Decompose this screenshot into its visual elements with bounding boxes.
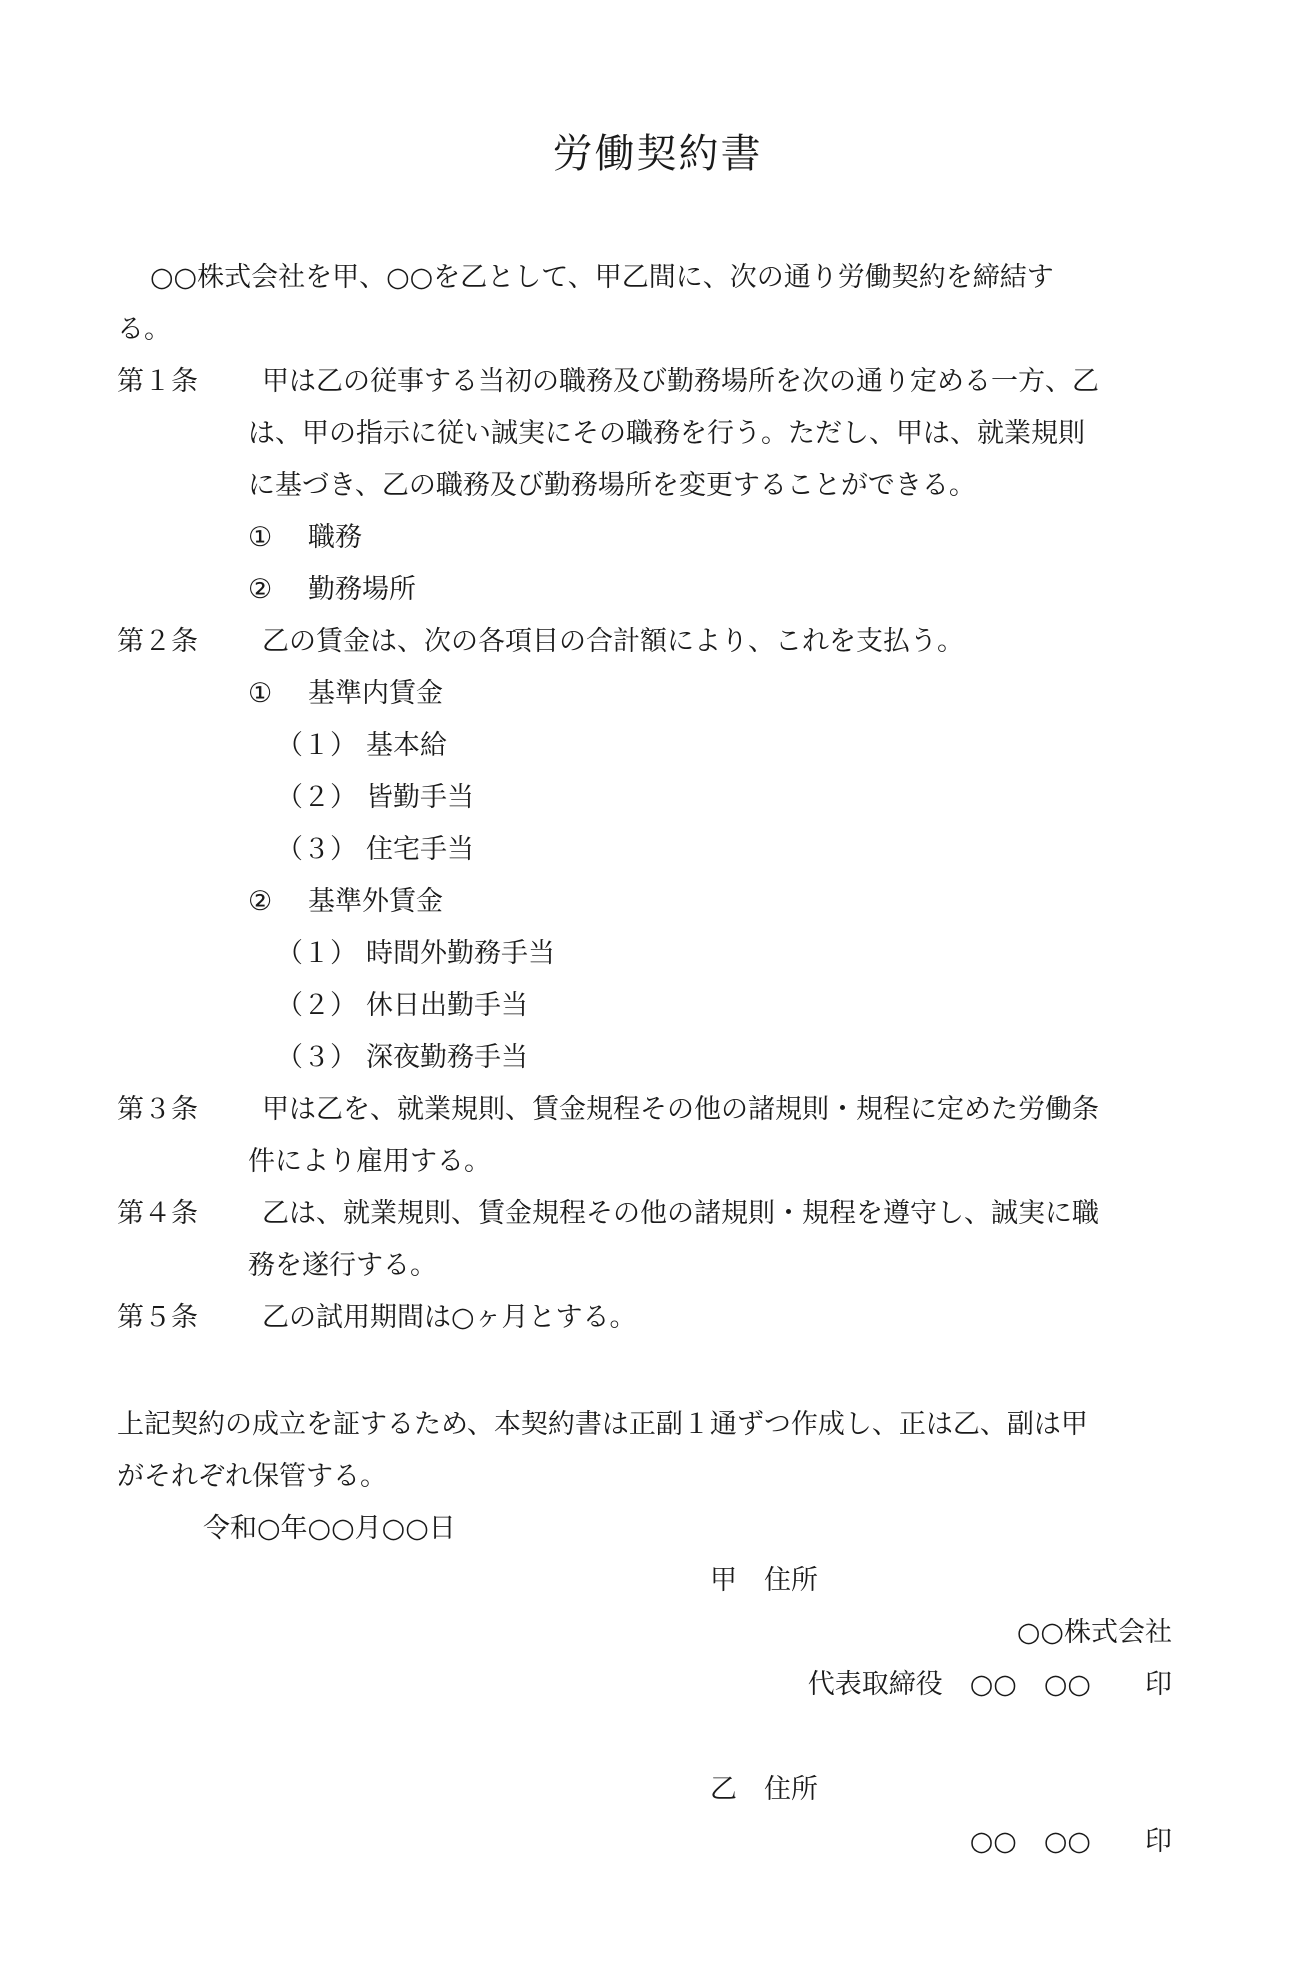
article-3-line-1: 甲は乙を、就業規則、賃金規程その他の諸規則・規程に定めた労働条 [262,1094,1099,1125]
article-5-label: 第５条 [117,1302,198,1333]
article-2-subitem [276,778,474,818]
article-1-label: 第１条 [117,366,198,397]
article-1-item [248,570,416,610]
item-number: ② [248,574,273,605]
subitem-number: （１） [276,938,357,969]
item-text: 職務 [308,522,362,553]
item-text: 勤務場所 [308,574,416,605]
item-text: 基準内賃金 [308,678,443,709]
article-2-subitem [276,830,474,870]
article-2-subitem [276,726,447,766]
subitem-text: 深夜勤務手当 [366,1042,528,1073]
subitem-number: （２） [276,782,357,813]
item-number: ① [248,522,273,553]
party-b-address-label: 乙 住所 [710,1774,818,1805]
subitem-number: （１） [276,730,357,761]
item-text: 基準外賃金 [308,886,443,917]
article-2-subitem [276,986,528,1026]
preamble-line-1: ○○株式会社を甲、○○を乙として、甲乙間に、次の通り労働契約を締結す [150,262,1054,293]
article-2-subitem [276,934,555,974]
article-2-line-1: 乙の賃金は、次の各項目の合計額により、これを支払う。 [262,626,964,657]
party-b-name: ○○ ○○ 印 [969,1826,1172,1857]
article-2-item [248,882,443,922]
article-2-item [248,674,443,714]
party-a-representative: 代表取締役 ○○ ○○ 印 [807,1669,1172,1700]
article-4-line-1: 乙は、就業規則、賃金規程その他の諸規則・規程を遵守し、誠実に職 [262,1198,1099,1229]
subitem-number: （２） [276,990,357,1021]
subitem-text: 時間外勤務手当 [366,938,555,969]
item-number: ① [248,678,273,709]
article-4-line-2: 務を遂行する。 [248,1250,437,1281]
preamble-line-2: る。 [117,314,171,345]
party-a-company: ○○株式会社 [1016,1617,1172,1648]
party-a-address-label: 甲 住所 [710,1565,818,1596]
article-3-line-2: 件により雇用する。 [248,1146,491,1177]
article-1-line-2: は、甲の指示に従い誠実にその職務を行う。ただし、甲は、就業規則 [248,418,1085,449]
closing-line-1: 上記契約の成立を証するため、本契約書は正副１通ずつ作成し、正は乙、副は甲 [117,1409,1088,1440]
article-2-subitem [276,1038,528,1078]
document-title: 労働契約書 [552,131,763,177]
contract-date: 令和○年○○月○○日 [203,1513,456,1544]
article-3-label: 第３条 [117,1094,198,1125]
subitem-text: 住宅手当 [366,834,474,865]
article-2-label: 第２条 [117,626,198,657]
article-1-line-3: に基づき、乙の職務及び勤務場所を変更することができる。 [248,470,976,501]
subitem-text: 基本給 [366,730,447,761]
subitem-number: （３） [276,834,357,865]
subitem-text: 皆勤手当 [366,782,474,813]
article-5-line-1: 乙の試用期間は○ヶ月とする。 [262,1302,637,1333]
subitem-text: 休日出勤手当 [366,990,528,1021]
subitem-number: （３） [276,1042,357,1073]
article-1-item [248,518,362,558]
item-number: ② [248,886,273,917]
article-1-line-1: 甲は乙の従事する当初の職務及び勤務場所を次の通り定める一方、乙 [262,366,1099,397]
article-4-label: 第４条 [117,1198,198,1229]
closing-line-2: がそれぞれ保管する。 [117,1461,387,1492]
